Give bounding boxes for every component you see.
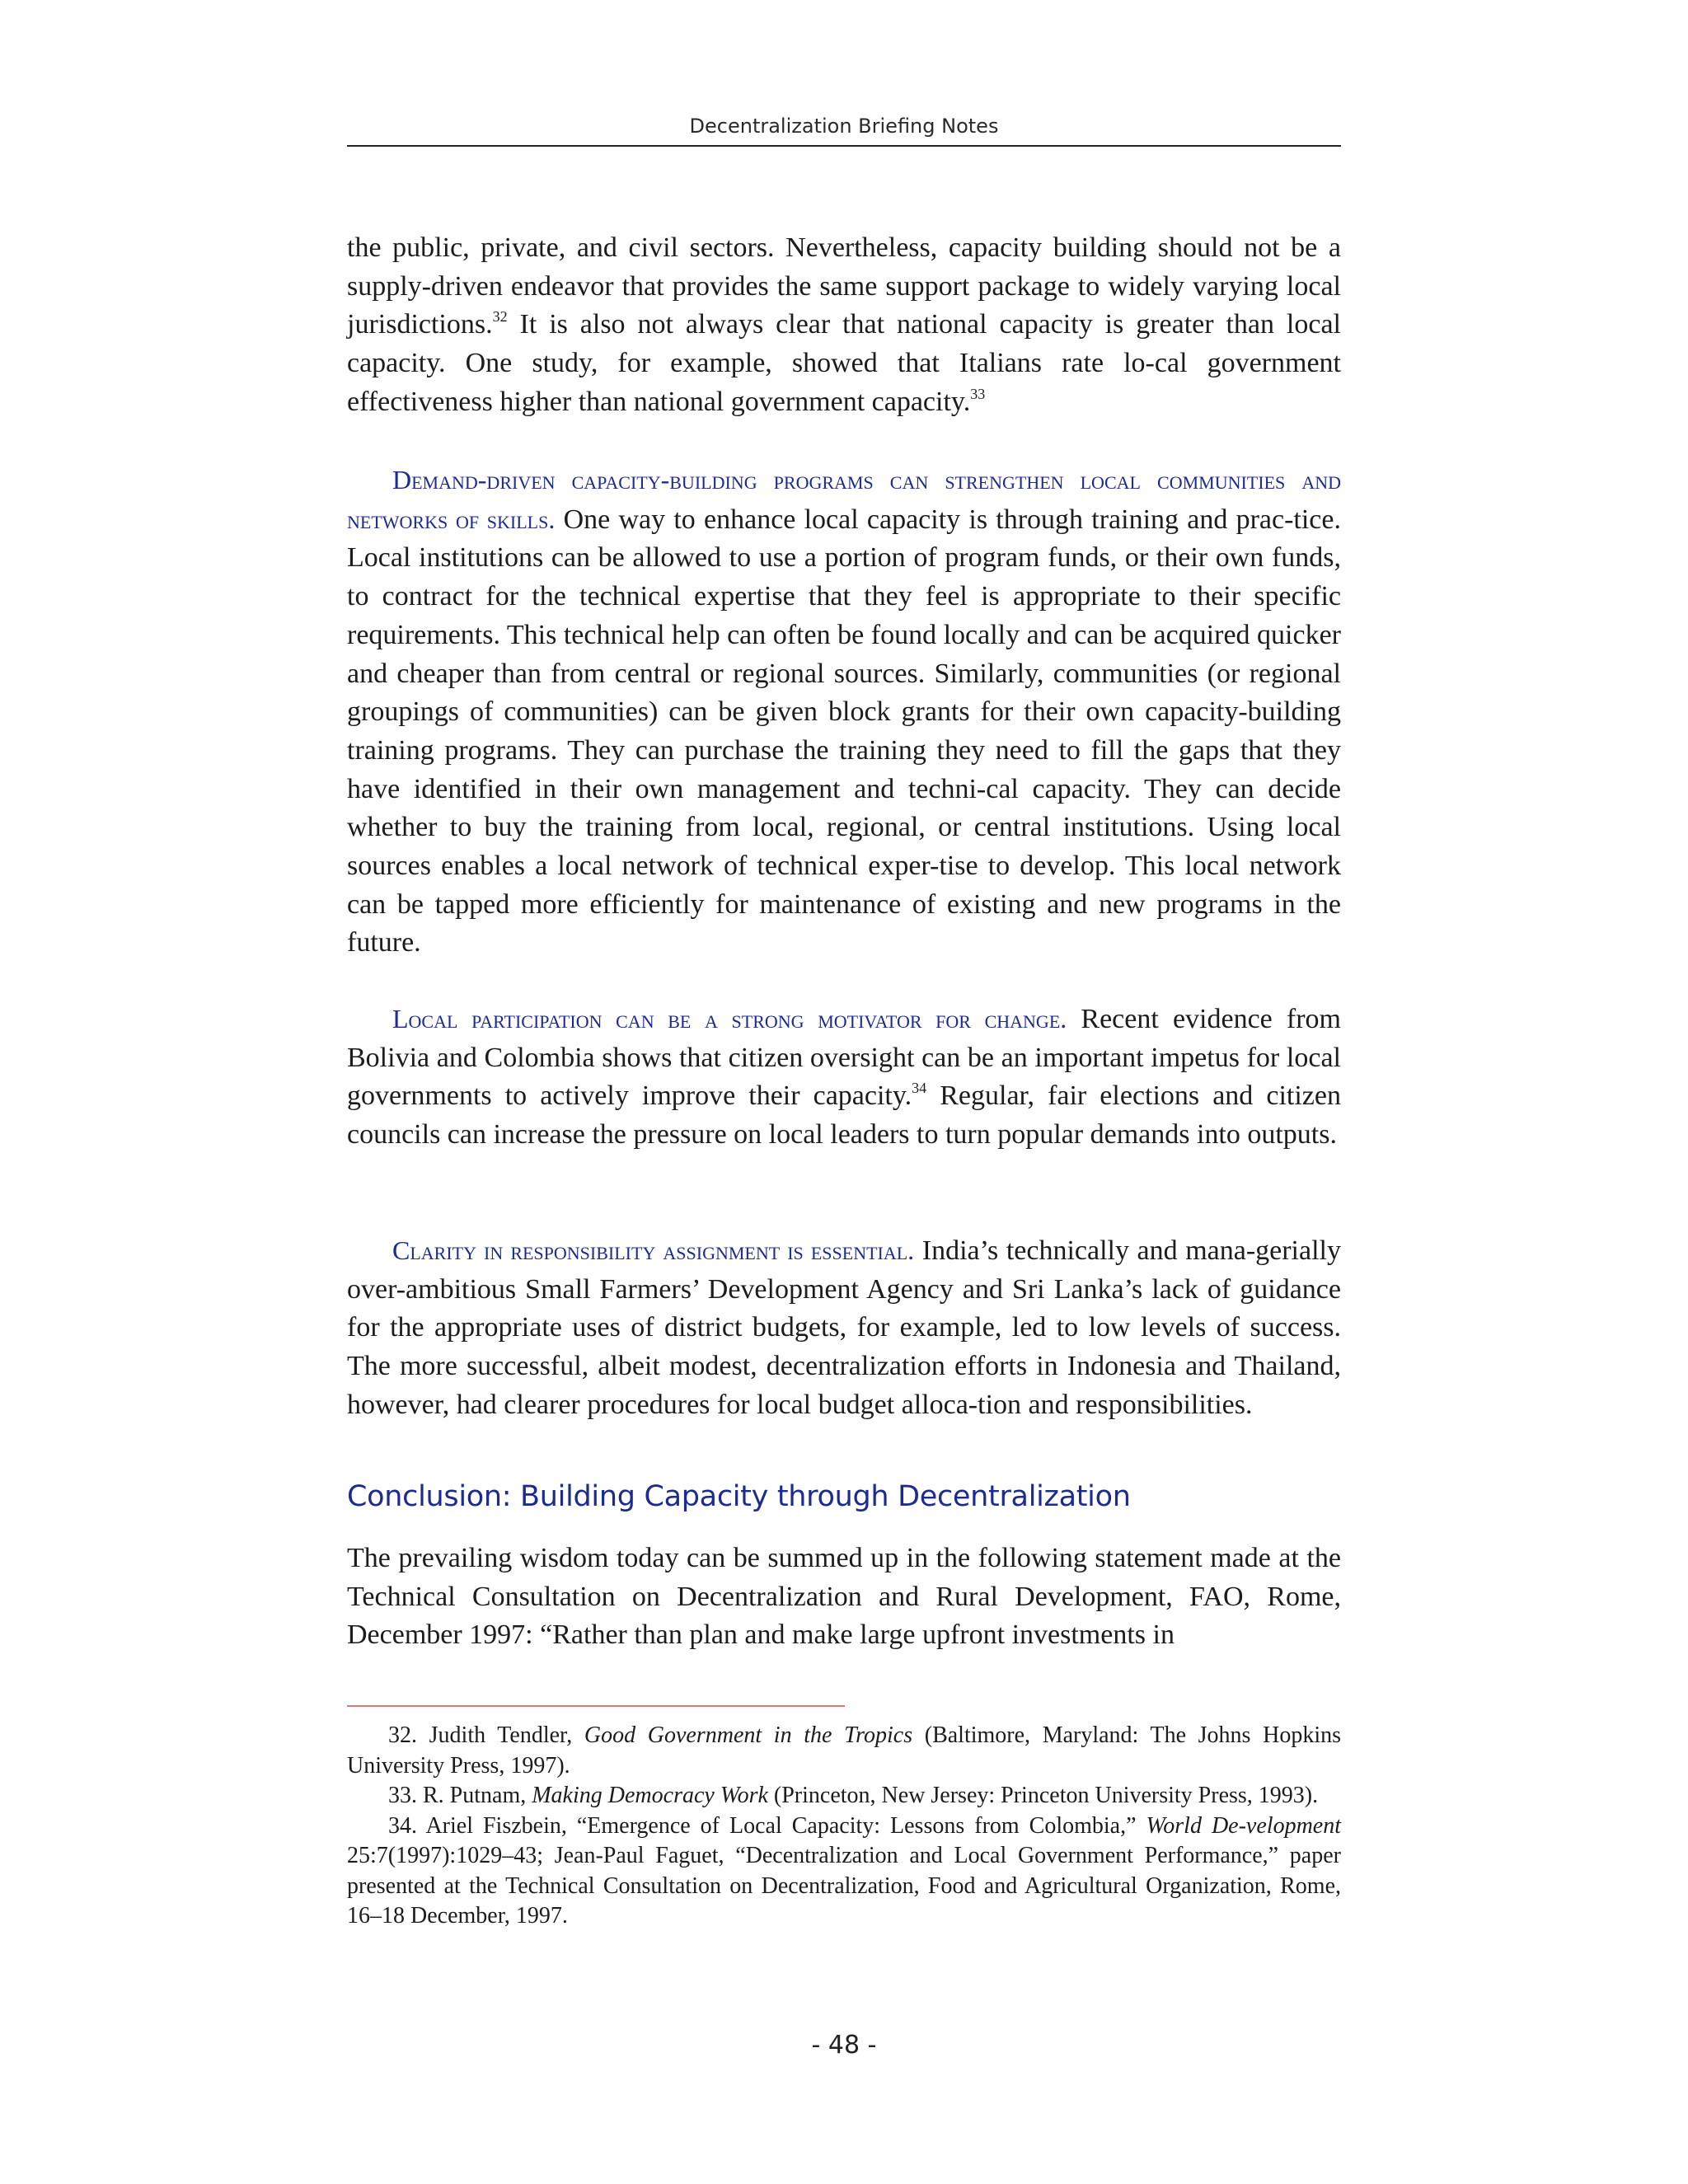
running-header [347,112,1341,147]
paragraph-lead-in: Local participation can be a strong motivator for change. [392,1004,1067,1033]
paragraph-lead-in: Demand-driven capacity-building programs can strengthen local communities and networks of skills. [347,465,1341,534]
footnote-number: 32. [388,1722,417,1748]
footnote-ref-34[interactable]: 34 [912,1080,927,1097]
footnote-text: Ariel Fiszbein, “Emergence of Local Capacity: Lessons from Colombia,” [417,1812,1146,1839]
paragraph-demand-driven [347,461,1341,963]
footnote-number: 33. [388,1783,417,1808]
paragraph-text: Recent evidence from Bolivia and Colombia shows that citizen oversight can be an important impetus for local governments to actively improve their capacity. [347,1004,1341,1112]
footnote-text: (Princeton, New Jersey: Princeton University Press, 1993). [767,1783,1319,1808]
footnote-text: Judith Tendler, [417,1722,584,1748]
footnote-divider [347,1705,845,1707]
paragraph-text: Regular, fair elections and citizen councils can increase the pressure on local leaders to turn popular demands into outputs. [347,1080,1341,1151]
paragraph-text: One way to enhance local capacity is through training and prac-tice. Local institutions can be allowed to use a portion of program funds, or their own funds, to contract for the technical expertise that they feel is appropriate to their specific requirements. This technical help can often be found locally and can be acquired quicker and cheaper than from central or regional sources. Similarly, communities (or regional groupings of communities) can be given block grants for their own capacity-building training programs. They can purchase the training they need to fill the gaps that they have identified in their own management and techni-cal capacity. They can decide whether to buy the training from local, regional, or central institutions. Using local sources enables a local network of technical exper-tise to develop. This local network can be tapped more efficiently for maintenance of existing and new programs in the future. [347,504,1341,958]
footnote-text: 25:7(1997):1029–43; Jean-Paul Faguet, “Decentralization and Local Government Performance,” paper presented at the Technical Consultation on Decentralization, Food and Agricultural Organization, Rome, 16–18 December, 1997. [347,1843,1341,1929]
footnote-33 [347,1781,1341,1811]
paragraph-capacity-building [347,229,1341,422]
paragraph-conclusion: The prevailing wisdom today can be summed up in the following statement made at the Technical Consultation on Decentralization and Rural Development, FAO, Rome, December 1997: “Rather than plan and make large upfront investments in [347,1543,1341,1651]
footnote-number: 34. [388,1812,417,1839]
footnotes [347,1721,1341,1932]
section-heading: Conclusion: Building Capacity through Decentralization [347,1480,1131,1513]
footnote-32 [347,1721,1341,1781]
footnote-34 [347,1811,1341,1932]
paragraph-local-participation [347,1000,1341,1155]
footnote-title: Making Democracy Work [532,1783,768,1808]
footnote-text: R. Putnam, [417,1783,532,1808]
footnote-title: Good Government in the Tropics [584,1722,913,1748]
running-title: Decentralization Briefing Notes [689,115,999,138]
footnote-ref-33[interactable]: 33 [970,385,986,402]
paragraph-text: India’s technically and mana-gerially over-ambitious Small Farmers’ Development Agency and Sri Lanka’s lack of guidance for the appropriate uses of district budgets, for example, led to low levels of success. The more successful, albeit modest, decentralization efforts in Indonesia and Thailand, however, had clearer procedures for local budget alloca-tion and responsibilities. [347,1235,1341,1420]
footnote-title: World De-velopment [1146,1812,1341,1839]
page-number: - 48 - [811,2031,877,2060]
paragraph-clarity [347,1231,1341,1425]
paragraph-lead-in: Clarity in responsibility assignment is essential. [392,1235,915,1265]
paragraph-text: It is also not always clear that national capacity is greater than local capacity. One study, for example, showed that Italians rate lo-cal government effectiveness higher than national government capacity. [347,309,1341,417]
footnote-ref-32[interactable]: 32 [492,308,508,326]
paragraph-text: the public, private, and civil sectors. Nevertheless, capacity building should not be a supply-driven endeavor that provides the same support package to widely varying local jurisdictions. [347,232,1341,340]
footnote-text: (Baltimore, Maryland: The Johns Hopkins University Press, 1997). [347,1722,1341,1779]
